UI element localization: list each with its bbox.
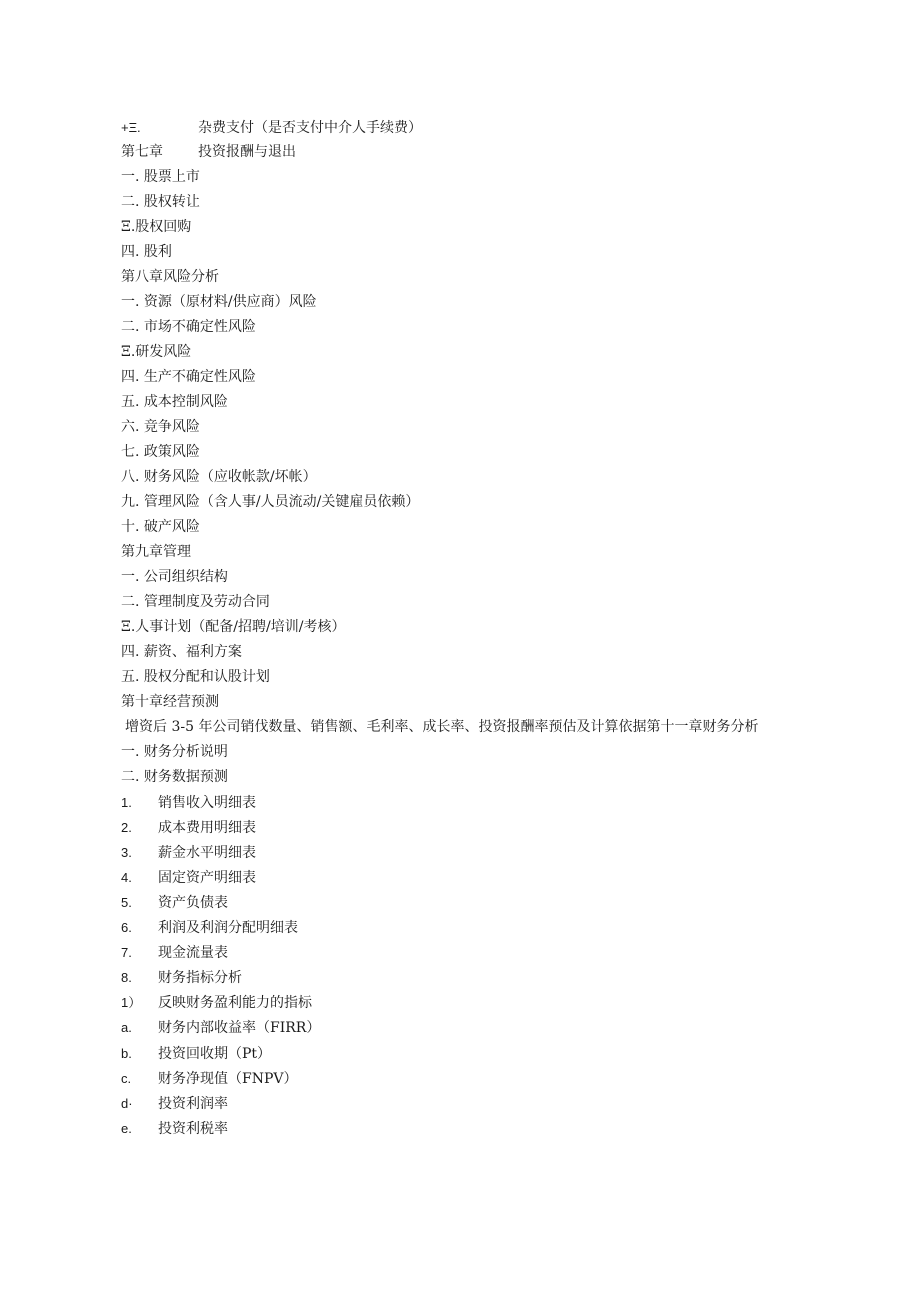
paragraph: 增资后 3-5 年公司销伐数量、销售额、毛利率、成长率、投资报酬率预估及计算依据第十一章财务分析 — [125, 719, 759, 735]
item-text: 杂费支付（是否支付中介人手续费） — [198, 120, 422, 136]
list-item: 一. 财务分析说明 — [121, 744, 228, 760]
list-item: 一. 公司组织结构 — [121, 569, 228, 585]
list-item: 四. 生产不确定性风险 — [121, 369, 256, 385]
chapter-heading: 第九章管理 — [121, 544, 191, 560]
item-letter: a. — [121, 1020, 132, 1035]
item-text: 资产负债表 — [158, 895, 228, 911]
item-number: +Ξ. — [121, 120, 141, 135]
list-item: 九. 管理风险（含人事/人员流动/关键雇员依赖） — [121, 494, 420, 510]
list-item: 七. 政策风险 — [121, 444, 200, 460]
chapter-title: 投资报酬与退出 — [198, 144, 296, 160]
lettered-item — [121, 1015, 811, 1040]
lettered-item — [121, 1066, 811, 1091]
list-item: Ξ.人事计划（配备/招聘/培训/考核） — [121, 619, 346, 635]
list-item: 二. 财务数据预测 — [121, 769, 228, 785]
list-item: 五. 成本控制风险 — [121, 394, 228, 410]
item-text: 财务内部收益率（FIRR） — [158, 1020, 321, 1036]
item-text: 固定资产明细表 — [158, 870, 256, 886]
numbered-item — [121, 965, 811, 990]
list-item: 五. 股权分配和认股计划 — [121, 669, 270, 685]
item-number: 4. — [121, 870, 132, 885]
item-letter: d· — [121, 1096, 133, 1111]
list-item: 一. 股票上市 — [121, 169, 200, 185]
item-text: 财务指标分析 — [158, 970, 242, 986]
list-item: 一. 资源（原材料/供应商）风险 — [121, 294, 317, 310]
lettered-item — [121, 1091, 811, 1116]
item-text: 成本费用明细表 — [158, 820, 256, 836]
item-number: 3. — [121, 845, 132, 860]
numbered-item — [121, 940, 811, 965]
item-text: 销售收入明细表 — [158, 795, 256, 811]
item-letter: b. — [121, 1046, 132, 1061]
item-text: 薪金水平明细表 — [158, 845, 256, 861]
list-item — [121, 115, 811, 140]
list-item: 十. 破产风险 — [121, 519, 200, 535]
item-number: 8. — [121, 970, 132, 985]
item-number: 7. — [121, 945, 132, 960]
numbered-item — [121, 915, 811, 940]
document-body — [121, 115, 811, 1141]
list-item: 四. 薪资、福利方案 — [121, 644, 242, 660]
numbered-item — [121, 990, 811, 1015]
lettered-item — [121, 1041, 811, 1066]
item-text: 反映财务盈利能力的指标 — [158, 995, 312, 1011]
list-item: Ξ.研发风险 — [121, 344, 192, 360]
item-number: 6. — [121, 920, 132, 935]
item-text: 利润及利润分配明细表 — [158, 920, 298, 936]
lettered-item — [121, 1116, 811, 1141]
chapter-heading — [121, 140, 811, 165]
list-item: 二. 股权转让 — [121, 194, 200, 210]
item-number: 1. — [121, 795, 132, 810]
chapter-number: 第七章 — [121, 144, 163, 160]
item-letter: c. — [121, 1071, 132, 1086]
numbered-item — [121, 865, 811, 890]
chapter-heading: 第八章风险分析 — [121, 269, 219, 285]
numbered-item — [121, 890, 811, 915]
item-text: 财务净现值（FNPV） — [158, 1071, 298, 1087]
item-text: 投资利税率 — [158, 1121, 228, 1137]
numbered-item — [121, 840, 811, 865]
chapter-heading: 第十章经营预测 — [121, 694, 219, 710]
item-number: 5. — [121, 895, 132, 910]
item-number: 2. — [121, 820, 132, 835]
item-letter: e. — [121, 1121, 132, 1136]
numbered-item — [121, 815, 811, 840]
item-text: 投资利润率 — [158, 1096, 228, 1112]
item-text: 现金流量表 — [158, 945, 228, 961]
item-text: 投资回收期（Pt） — [158, 1046, 272, 1062]
list-item: 四. 股利 — [121, 244, 172, 260]
list-item: 八. 财务风险（应收帐款/坏帐） — [121, 469, 317, 485]
item-number: 1） — [121, 995, 142, 1010]
list-item: 二. 管理制度及劳动合同 — [121, 594, 270, 610]
list-item: 二. 市场不确定性风险 — [121, 319, 256, 335]
list-item: 六. 竞争风险 — [121, 419, 200, 435]
numbered-item — [121, 790, 811, 815]
list-item: Ξ.股权回购 — [121, 219, 192, 235]
